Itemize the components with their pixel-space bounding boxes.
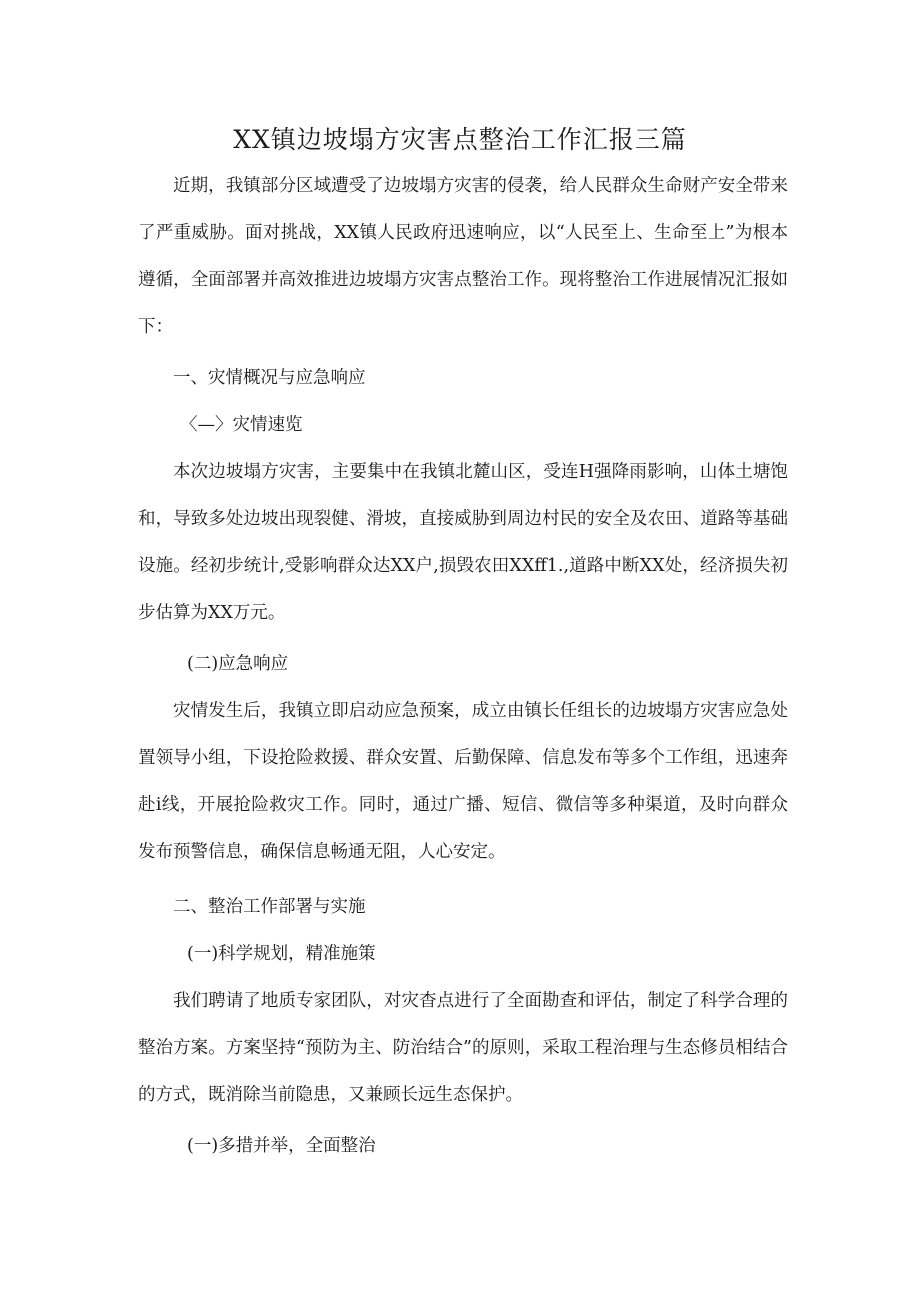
section-1-sub-2-body: 灾情发生后，我镇立即启动应急预案，成立由镇长任组长的边坡塌方灾害应急处置领导小组，下设抢险救援、群众安置、后勤保障、信息发布等多个工作组，迅速奔赴i线，开展抢险救灾工作。同时，通过广播、短信、微信等多种渠道，及时向群众发布预警信息，确保信息畅通无阻，人心安定。	[138, 701, 788, 862]
section-1-sub-1-heading: 〈—〉灾情速览	[180, 415, 303, 435]
section-2-heading: 二、整治工作部署与实施	[173, 897, 366, 917]
section-2-sub-2-heading: (一)多措并举，全面整治	[187, 1136, 376, 1156]
section-1-sub-2-heading: (二)应急响应	[187, 654, 289, 674]
section-2-sub-1-body: 我们聘请了地质专家团队，对灾杳点进行了全面勘查和评估，制定了科学合理的整治方案。方案坚持“预防为主、防治结合”的原则，采取工程治理与生态修员相结合的方式，既消除当前隐患，又兼顾长远生态保护。	[138, 991, 788, 1105]
intro-paragraph: 近期，我镇部分区域遭受了边坡塌方灾害的侵袭，给人民群众生命财产安全带来了严重威胁。面对挑战，XX镇人民政府迅速响应，以“人民至上、生命至上”为根本遵循，全面部署并高效推进边坡塌方灾害点整治工作。现将整治工作进展情况汇报如下：	[138, 176, 788, 337]
document-title: XX镇边坡塌方灾害点整治工作汇报三篇	[233, 125, 687, 154]
section-1-heading: 一、灾情概况与应急响应	[173, 368, 366, 388]
section-1-sub-1-body: 本次边坡塌方灾害，主要集中在我镇北麓山区，受连H强降雨影响，山体土塘饱和，导致多处边坡出现裂健、滑坡，直接威胁到周边村民的安全及农田、道路等基础设施。经初步统计,受影响群众达XX户,损毁农田XXff1.,道路中断XX处，经济损失初步估算为XX万元。	[138, 462, 788, 623]
section-2-sub-1-heading: (一)科学规划，精准施策	[187, 944, 376, 964]
